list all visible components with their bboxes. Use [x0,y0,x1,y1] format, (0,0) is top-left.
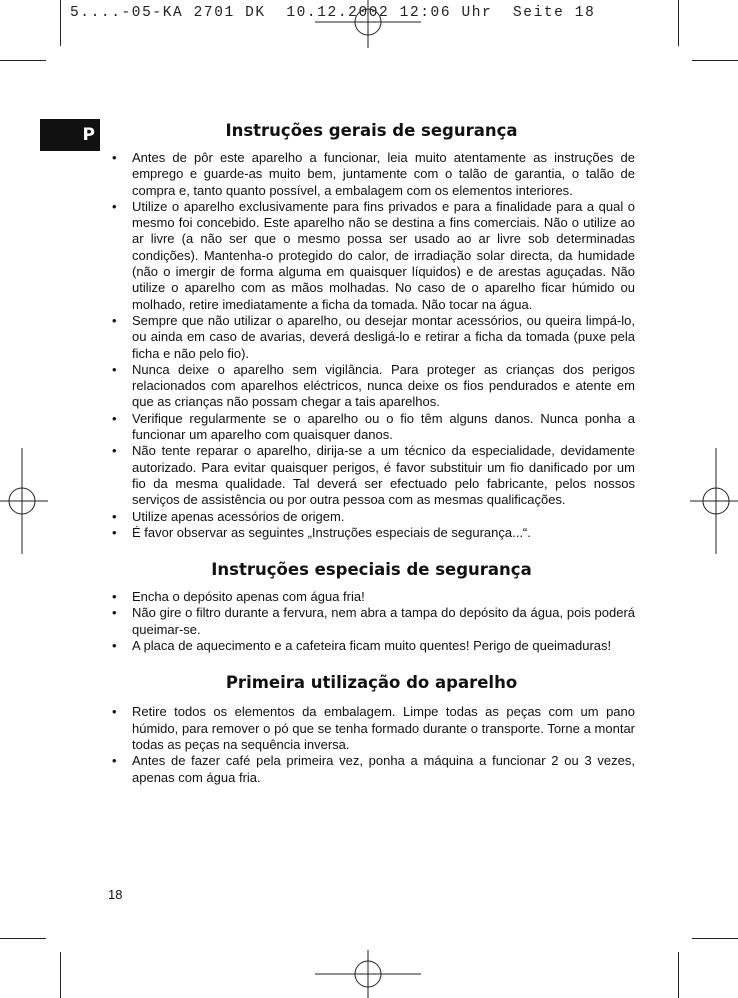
list-item: • Antes de pôr este aparelho a funcionar, leia muito atentamente as instruções de emprego e guarde-as muito bem, juntamente com o talão de garantia, o talão de compra e, tanto quanto possível, a embalagem com os elementos interiores. [108,150,635,199]
list-item: • Não gire o filtro durante a fervura, nem abra a tampa do depósito da água, pois poderá queimar-se. [108,605,635,638]
registration-mark-right-icon [690,448,738,554]
list-item: • Não tente reparar o aparelho, dirija-se a um técnico da especialidade, devidamente autorizado. Para evitar quaisquer perigos, é favor substituir um fio danificado por um fio da mesma qualidade. Tal deverá ser efectuado pelo fabricante, pelos nossos serviços de assistência ou por outra pessoa com as mesmas qualificações. [108,443,635,508]
crop-mark-bottom-left-v [60,952,61,998]
section-title-general-safety: Instruções gerais de segurança [225,121,518,140]
print-header: 5....-05-KA 2701 DK 10.12.2002 12:06 Uhr Seite 18 [70,5,596,21]
list-item: • Utilize apenas acessórios de origem. [108,509,635,525]
registration-mark-left-icon [0,448,48,554]
list-item: • Utilize o aparelho exclusivamente para fins privados e para a finalidade para a qual o mesmo foi concebido. Este aparelho não se destina a fins comerciais. Não o utilize ao ar livre (a não ser que o mesmo possa ser usado ao ar livre sob determinadas condições). Mantenha-o protegido do calor, de irradiação solar directa, da humidade (não o imergir de forma alguma em quaisquer líquidos) e de arestas aguçadas. Não utilize o aparelho com as mãos molhadas. No caso de o aparelho ficar húmido ou molhado, retire imediatamente a ficha da tomada. Não tocar na água. [108,199,635,313]
crop-mark-bottom-right-v [678,952,679,998]
list-item: • Antes de fazer café pela primeira vez, ponha a máquina a funcionar 2 ou 3 vezes, apenas com água fria. [108,753,635,786]
section-title-first-use: Primeira utilização do aparelho [225,673,518,693]
registration-mark-bottom-icon [315,950,421,998]
list-item: • Sempre que não utilizar o aparelho, ou desejar montar acessórios, ou queira limpá-lo, ou ainda em caso de avarias, deverá desligá-lo e retirar a ficha da tomada (puxe pela ficha e não pelo fio). [108,313,635,362]
registration-mark-top-icon [315,0,421,48]
special-safety-list [108,589,635,654]
general-safety-list [108,150,635,541]
section-title-special-safety: Instruções especiais de segurança [211,560,532,580]
list-item: • A placa de aquecimento e a cafeteira ficam muito quentes! Perigo de queimaduras! [108,638,635,654]
list-item: • Encha o depósito apenas com água fria! [108,589,635,605]
list-item: • Nunca deixe o aparelho sem vigilância. Para proteger as crianças dos perigos relacionados com aparelhos eléctricos, nunca deixe os fios pendurados e atente em que as crianças não possam chegar a tais aparelhos. [108,362,635,411]
crop-mark-bottom-right-h [692,938,738,939]
language-tab: P [40,119,100,151]
list-item: • É favor observar as seguintes „Instruções especiais de segurança...“. [108,525,635,541]
crop-mark-top-right-h [692,60,738,61]
first-use-list [108,704,635,785]
page-number: 18 [108,887,123,902]
crop-mark-top-left-v [60,0,61,46]
list-item: • Retire todos os elementos da embalagem. Limpe todas as peças com um pano húmido, para remover o pó que se tenha formado durante o transporte. Torne a montar todas as peças na sequência inversa. [108,704,635,753]
document-body [108,120,635,786]
crop-mark-bottom-left-h [0,938,46,939]
list-item: • Verifique regularmente se o aparelho ou o fio têm alguns danos. Nunca ponha a funcionar um aparelho com quaisquer danos. [108,411,635,444]
crop-mark-top-right-v [678,0,679,46]
crop-mark-top-left-h [0,60,46,61]
